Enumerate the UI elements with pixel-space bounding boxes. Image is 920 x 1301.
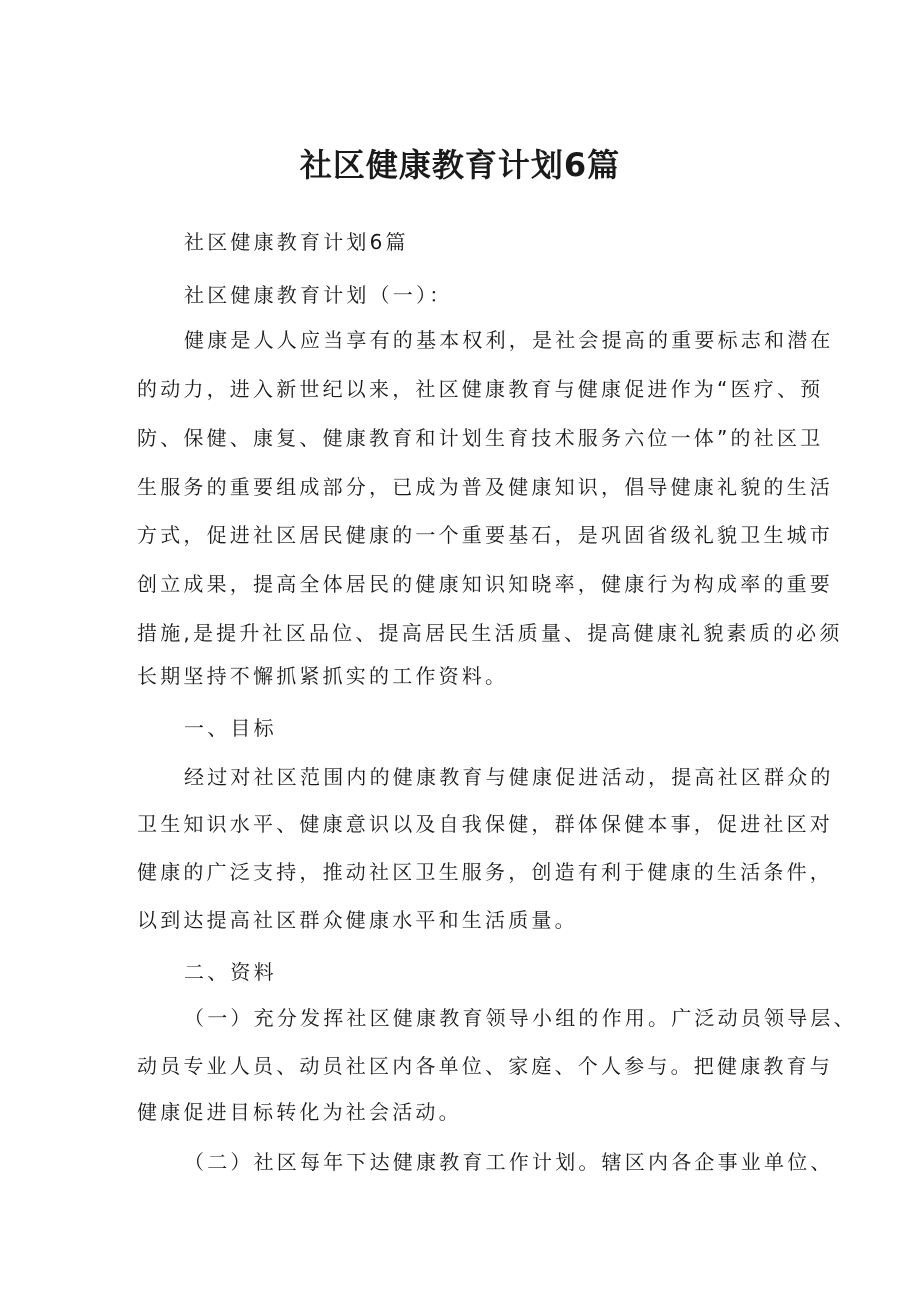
text-line: 以到达提高社区群众健康水平和生活质量。	[137, 908, 578, 932]
text-line-section-heading: 社区健康教育计划（一）：	[184, 283, 453, 307]
text-line: （一）充分发挥社区健康教育领导小组的作用。广泛动员领导层、	[184, 1006, 857, 1030]
text-line: 健康的广泛支持，推动社区卫生服务，创造有利于健康的生活条件，	[137, 860, 833, 884]
text-line-heading-materials: 二、资料	[184, 960, 277, 984]
text-line: （二）社区每年下达健康教育工作计划。辖区内各企事业单位、	[184, 1150, 834, 1174]
text-line: 经过对社区范围内的健康教育与健康促进活动，提高社区群众的	[184, 765, 834, 789]
text-line: 动员专业人员、动员社区内各单位、家庭、个人参与。把健康教育与	[137, 1054, 833, 1078]
text-line: 的动力，进入新世纪以来，社区健康教育与健康促进作为“医疗、预	[137, 377, 824, 401]
text-line: 生服务的重要组成部分，已成为普及健康知识，倡导健康礼貌的生活	[137, 475, 833, 499]
document-title: 社区健康教育计划6篇	[299, 146, 621, 184]
text-line: 健康促进目标转化为社会活动。	[137, 1100, 462, 1124]
text-line: 方式，促进社区居民健康的一个重要基石，是巩固省级礼貌卫生城市	[137, 523, 833, 547]
text-line: 创立成果，提高全体居民的健康知识知晓率，健康行为构成率的重要	[137, 572, 833, 596]
text-line: 卫生知识水平、健康意识以及自我保健，群体保健本事，促进社区对	[137, 812, 833, 836]
text-line: 长期坚持不懈抓紧抓实的工作资料。	[137, 664, 509, 688]
text-line-subtitle: 社区健康教育计划6篇	[184, 230, 409, 254]
text-line: 健康是人人应当享有的基本权利，是社会提高的重要标志和潜在	[184, 328, 834, 352]
text-line: 措施,是提升社区品位、提高居民生活质量、提高健康礼貌素质的必须	[137, 621, 843, 645]
text-line: 防、保健、康复、健康教育和计划生育技术服务六位一体”的社区卫	[137, 426, 824, 450]
text-line-heading-goal: 一、目标	[184, 716, 277, 740]
